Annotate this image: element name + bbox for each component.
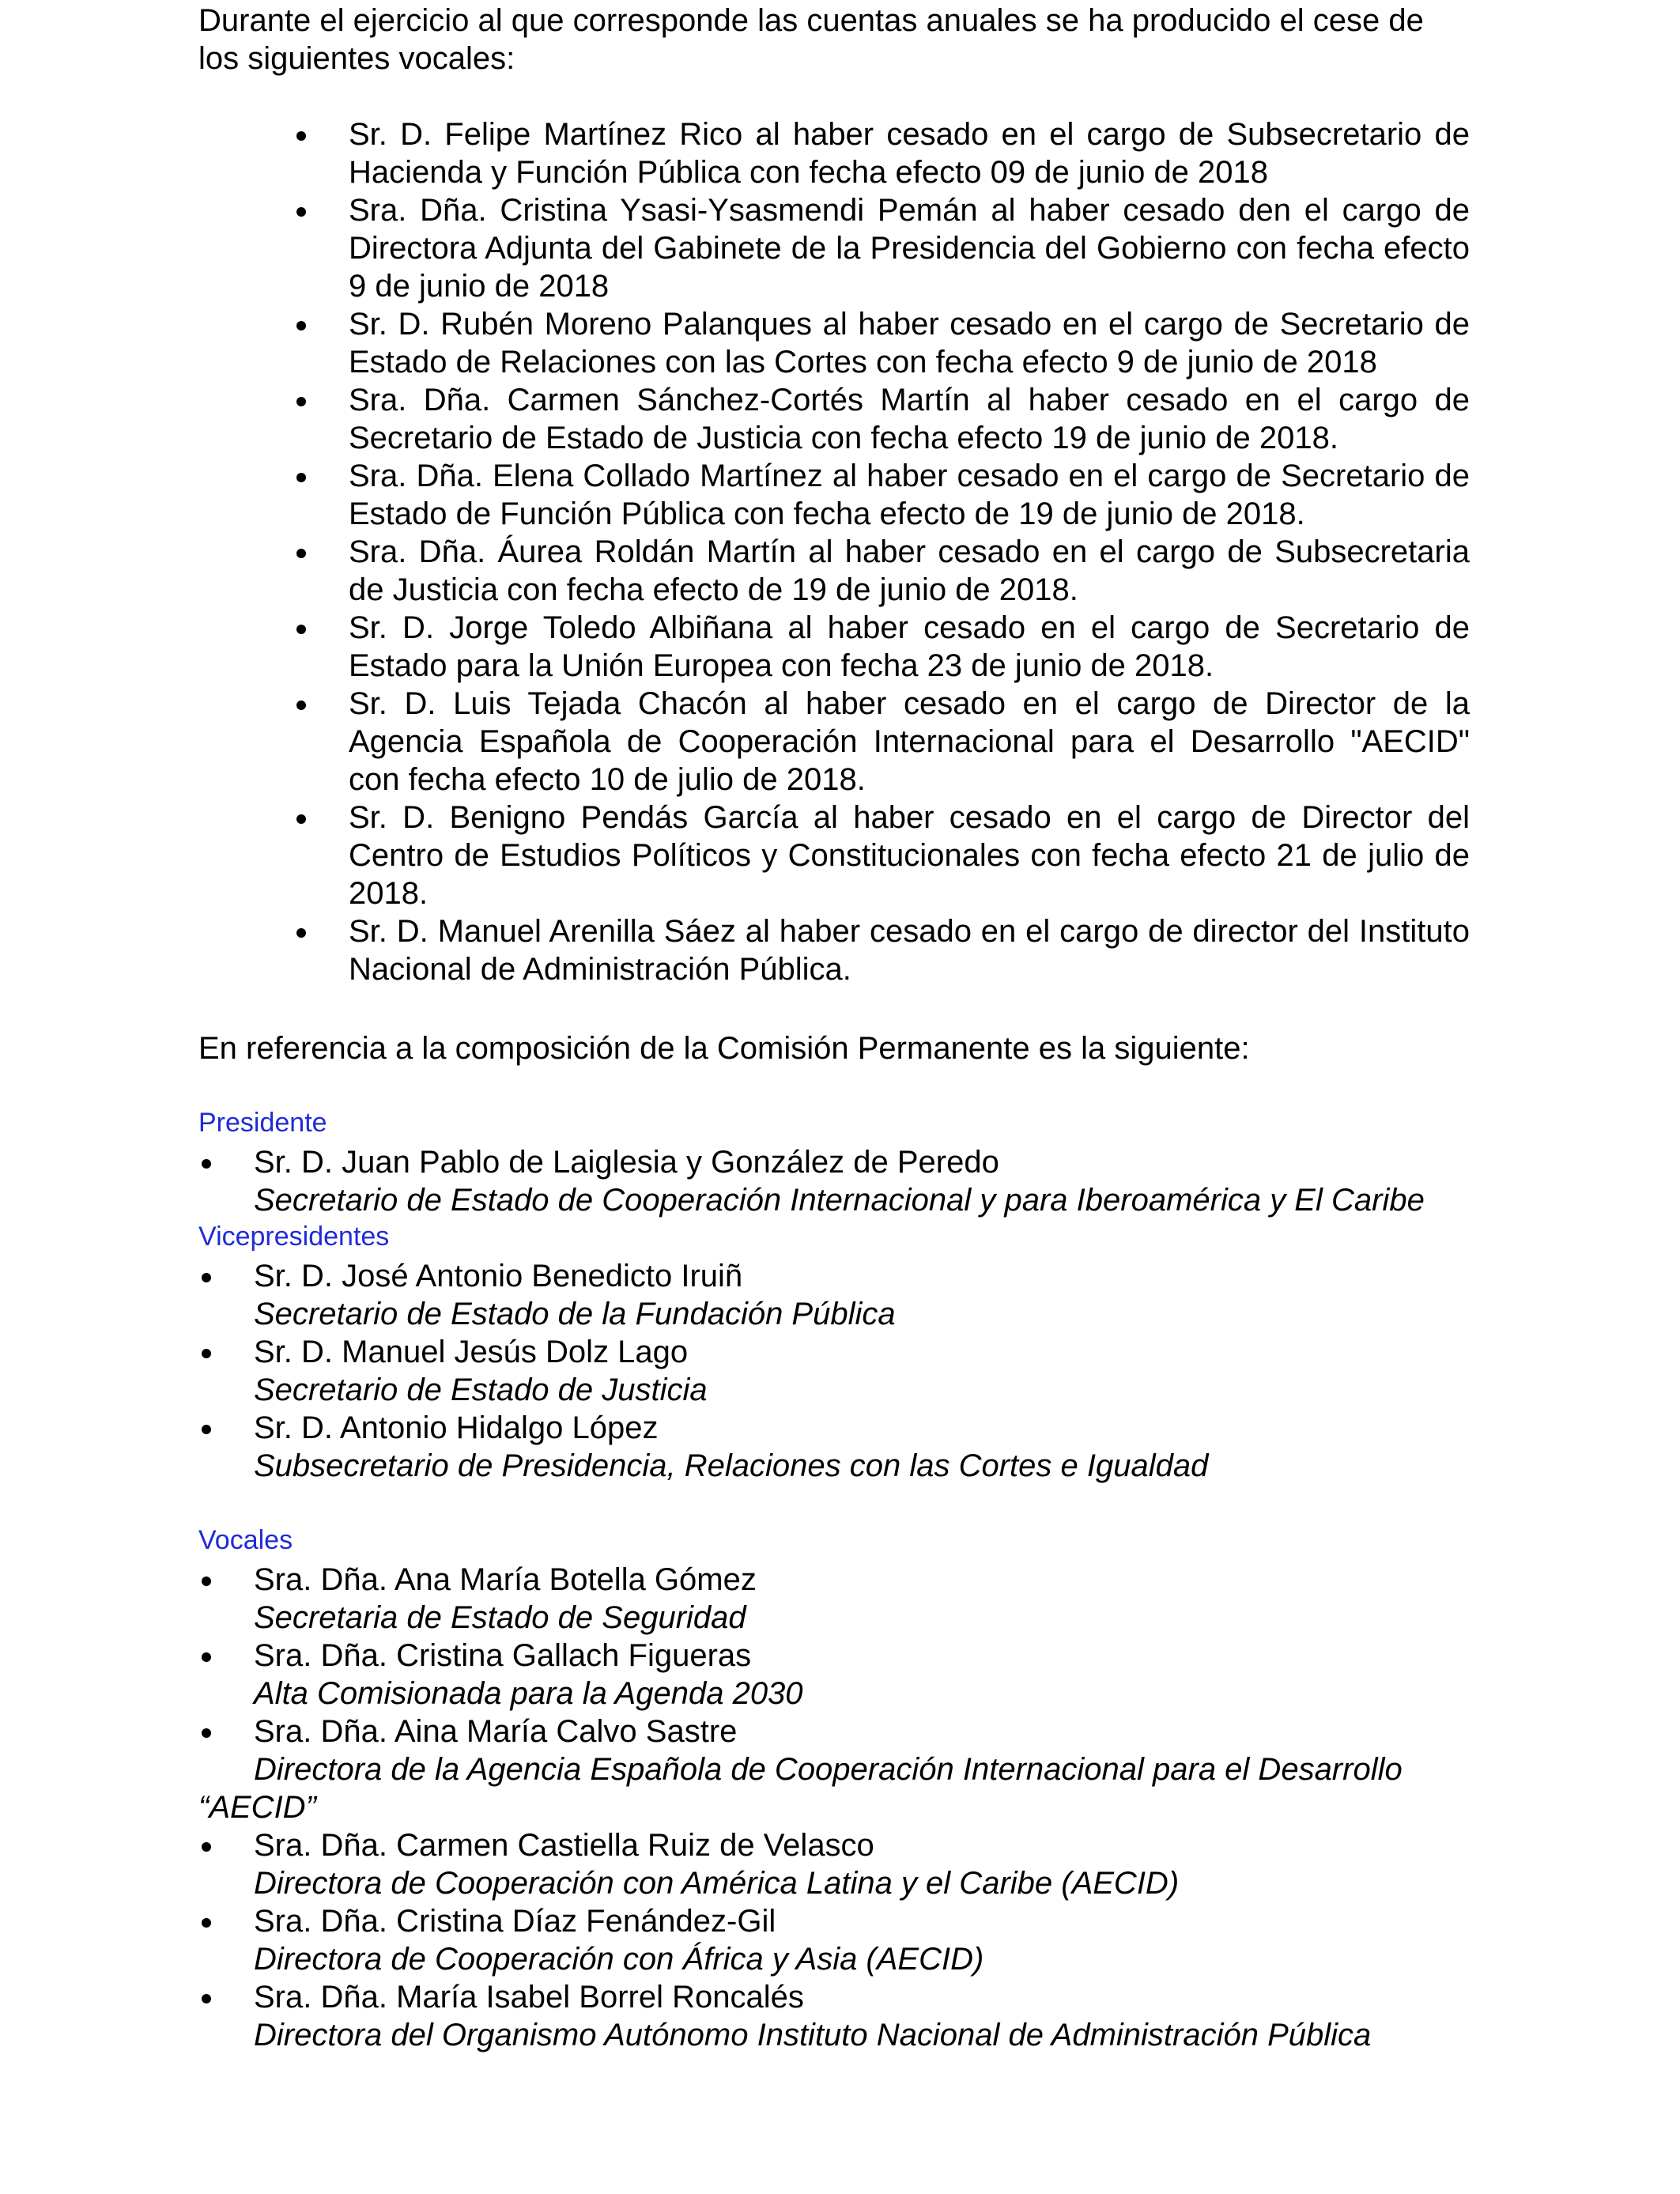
list-item-text: Sra. Dña. Cristina Ysasi-Ysasmendi Pemán al haber cesado den el cargo de Directora Adjunta del Gabinete de la Presidencia del Gobierno con fecha efecto 9 de junio de 2018 [349,193,1470,304]
section-label-vicepresidentes: Vicepresidentes [198,1222,390,1252]
presidente-list [198,1143,1470,1219]
list-item [198,115,1470,191]
member-item [198,1826,1470,1902]
member-name: Sra. Dña. Carmen Castiella Ruiz de Velasco [254,1828,874,1863]
section-label-vocales: Vocales [198,1525,293,1555]
list-item-text: Sr. D. Benigno Pendás García al haber cesado en el cargo de Director del Centro de Estudios Políticos y Constitucionales con fecha efecto 21 de julio de 2018. [349,800,1470,911]
bullet-icon [202,1728,211,1738]
member-item [198,1561,1470,1637]
bullet-icon [202,1994,211,2003]
list-item-text: Sr. D. Luis Tejada Chacón al haber cesado en el cargo de Director de la Agencia Española de Cooperación Internacional para el Desarrollo "AECID" con fecha efecto 10 de julio de 2018. [349,686,1470,797]
member-item [198,1409,1470,1485]
bullet-icon [202,1425,211,1434]
list-item [198,457,1470,533]
list-item [198,912,1470,988]
list-item [198,609,1470,685]
member-name: Sra. Dña. María Isabel Borrel Roncalés [254,1980,804,2015]
member-role: Alta Comisionada para la Agenda 2030 [254,1676,803,1711]
member-name: Sra. Dña. Ana María Botella Gómez [254,1562,757,1597]
vocales-list [198,1561,1470,2054]
list-item [198,685,1470,799]
member-name: Sra. Dña. Aina María Calvo Sastre [254,1714,738,1749]
bullet-icon [296,397,306,406]
member-name: Sr. D. José Antonio Benedicto Iruiñ [254,1259,743,1293]
member-item [198,1637,1470,1713]
bullet-icon [202,1349,211,1358]
member-role: Secretario de Estado de Cooperación Internacional y para Iberoamérica y El Caribe [254,1183,1425,1218]
list-item [198,533,1470,609]
cesados-list [198,115,1470,988]
member-role: Secretaria de Estado de Seguridad [254,1600,746,1635]
bullet-icon [202,1652,211,1662]
vicepresidentes-list [198,1257,1470,1485]
bullet-icon [296,321,306,330]
bullet-icon [202,1918,211,1928]
member-role: Secretario de Estado de Justicia [254,1373,708,1407]
bullet-icon [202,1159,211,1169]
member-name: Sr. D. Antonio Hidalgo López [254,1410,659,1445]
member-name: Sr. D. Juan Pablo de Laiglesia y González de Peredo [254,1145,999,1180]
member-role: Directora de la Agencia Española de Cooperación Internacional para el Desarrollo [254,1752,1403,1787]
member-name: Sra. Dña. Cristina Gallach Figueras [254,1638,752,1673]
member-item [198,1257,1470,1333]
member-item [198,1902,1470,1978]
bullet-icon [202,1577,211,1586]
member-role: Directora del Organismo Autónomo Instituto Nacional de Administración Pública [254,2018,1372,2052]
member-role: Subsecretario de Presidencia, Relaciones con las Cortes e Igualdad [254,1448,1209,1483]
section-label-presidente: Presidente [198,1108,327,1138]
list-item-text: Sr. D. Rubén Moreno Palanques al haber cesado en el cargo de Secretario de Estado de Relaciones con las Cortes con fecha efecto 9 de junio de 2018 [349,307,1470,380]
list-item [198,191,1470,305]
member-item [198,1713,1470,1826]
bullet-icon [202,1842,211,1852]
list-item-text: Sr. D. Felipe Martínez Rico al haber cesado en el cargo de Subsecretario de Hacienda y Función Pública con fecha efecto 09 de junio de 2018 [349,117,1470,190]
list-item [198,799,1470,912]
composition-title: En referencia a la composición de la Comisión Permanente es la siguiente: [198,1031,1250,1066]
list-item-text: Sr. D. Jorge Toledo Albiñana al haber cesado en el cargo de Secretario de Estado para la Unión Europea con fecha 23 de junio de 2018. [349,610,1470,683]
bullet-icon [296,928,306,938]
list-item-text: Sra. Dña. Carmen Sánchez-Cortés Martín al haber cesado en el cargo de Secretario de Estado de Justicia con fecha efecto 19 de junio de 2018. [349,383,1470,455]
bullet-icon [296,700,306,710]
bullet-icon [296,131,306,141]
member-role: Directora de Cooperación con América Latina y el Caribe (AECID) [254,1866,1180,1901]
bullet-icon [296,549,306,558]
list-item [198,305,1470,381]
member-role: Directora de Cooperación con África y Asia (AECID) [254,1942,984,1977]
bullet-icon [296,625,306,634]
member-item [198,1978,1470,2054]
member-role: Secretario de Estado de la Fundación Pública [254,1297,896,1331]
member-name: Sr. D. Manuel Jesús Dolz Lago [254,1335,689,1369]
member-item [198,1333,1470,1409]
bullet-icon [202,1273,211,1282]
list-item-text: Sr. D. Manuel Arenilla Sáez al haber cesado en el cargo de director del Instituto Nacional de Administración Pública. [349,914,1470,987]
bullet-icon [296,814,306,824]
member-name: Sra. Dña. Cristina Díaz Fenández-Gil [254,1904,776,1939]
list-item-text: Sra. Dña. Áurea Roldán Martín al haber cesado en el cargo de Subsecretaria de Justicia con fecha efecto de 19 de junio de 2018. [349,534,1470,607]
intro-paragraph: Durante el ejercicio al que corresponde las cuentas anuales se ha producido el cese de los siguientes vocales: [198,3,1424,76]
bullet-icon [296,473,306,482]
member-item [198,1143,1470,1219]
list-item [198,381,1470,457]
list-item-text: Sra. Dña. Elena Collado Martínez al haber cesado en el cargo de Secretario de Estado de Función Pública con fecha efecto de 19 de junio de 2018. [349,459,1470,531]
bullet-icon [296,207,306,217]
member-role-continuation: “AECID” [198,1790,316,1825]
